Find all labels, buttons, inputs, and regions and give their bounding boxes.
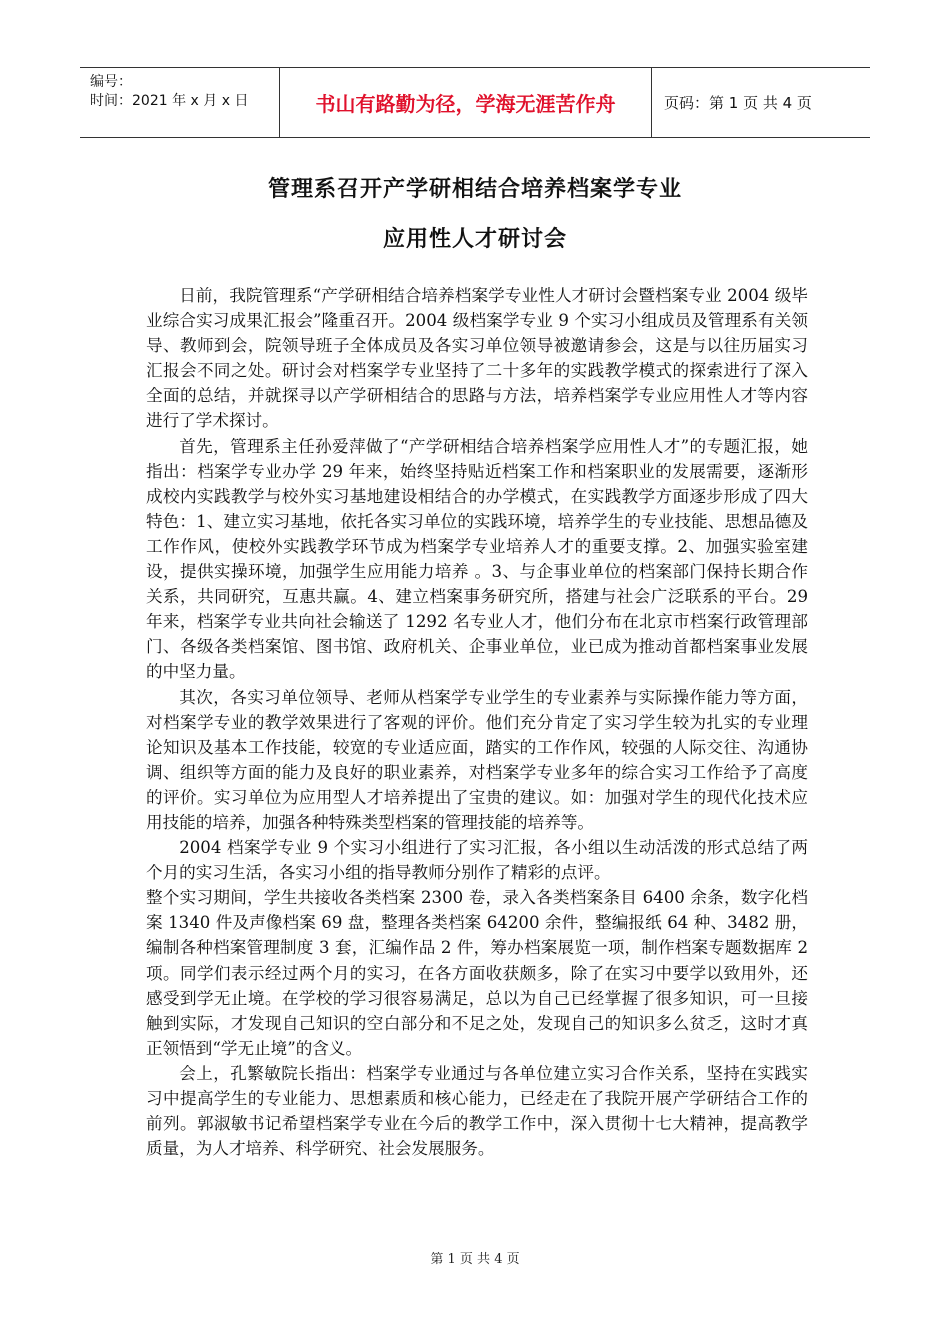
paragraph: 会上，孔繁敏院长指出：档案学专业通过与各单位建立实习合作关系，坚持在实践实习中提高学生的专业能力、思想素质和核心能力，已经走在了我院开展产学研结合工作的前列。郭淑敏书记希望档案学专业在今后的教学工作中，深入贯彻十七大精神，提高教学质量，为人才培养、科学研究、社会发展服务。	[146, 1063, 808, 1159]
paragraph: 其次，各实习单位领导、老师从档案学专业学生的专业素养与实际操作能力等方面，对档案学专业的教学效果进行了客观的评价。他们充分肯定了实习学生较为扎实的专业理论知识及基本工作技能，较宽的专业适应面，踏实的工作作风，较强的人际交往、沟通协调、组织等方面的能力及良好的职业素养，对档案学专业多年的综合实习工作给予了高度的评价。实习单位为应用型人才培养提出了宝贵的建议。如：加强对学生的现代化技术应用技能的培养，加强各种特殊类型档案的管理技能的培养等。	[146, 687, 808, 832]
paragraph: 2004 档案学专业 9 个实习小组进行了实习汇报，各小组以生动活泼的形式总结了两个月的实习生活，各实习小组的指导教师分别作了精彩的点评。	[146, 838, 808, 883]
document-body	[146, 283, 808, 1161]
header-page-info: 页码：第 1 页 共 4 页	[664, 94, 812, 112]
paragraph: 整个实习期间，学生共接收各类档案 2300 卷，录入各类档案条目 6400 余条，数字化档案 1340 件及声像档案 69 盘，整理各类档案 64200 余件，整编报纸 64 种、3482 册，编制各种档案管理制度 3 套，汇编作品 2 件，筹办档案展览一项，制作档案专题数据库 2 项。同学们表示经过两个月的实习，在各方面收获颇多，除了在实习中要学以致用外，还感受到学无止境。在学校的学习很容易满足，总以为自己已经掌握了很多知识，可一旦接触到实际，才发现自己知识的空白部分和不足之处，发现自己的知识多么贫乏，这时才真正领悟到“学无止境”的含义。	[146, 888, 808, 1058]
header-meta	[80, 68, 280, 137]
page-footer: 第 1 页 共 4 页	[430, 1252, 520, 1267]
paragraph: 首先，管理系主任孙爱萍做了“产学研相结合培养档案学应用性人才”的专题汇报，她指出：档案学专业办学 29 年来，始终坚持贴近档案工作和档案职业的发展需要，逐渐形成校内实践教学与校外实习基地建设相结合的办学模式，在实践教学方面逐步形成了四大特色：1、建立实习基地，依托各实习单位的实践环境，培养学生的专业技能、思想品德及工作作风，使校外实践教学环节成为档案学专业培养人才的重要支撑。2、加强实验室建设，提供实操环境，加强学生应用能力培养 。3、与企事业单位的档案部门保持长期合作关系，共同研究，互惠共赢。4、建立档案事务研究所，搭建与社会广泛联系的平台。29 年来，档案学专业共向社会输送了 1292 名专业人才，他们分布在北京市档案行政管理部门、各级各类档案馆、图书馆、政府机关、企事业单位，业已成为推动首都档案事业发展的中坚力量。	[146, 436, 808, 682]
paragraph: 日前，我院管理系“产学研相结合培养档案学专业性人才研讨会暨档案专业 2004 级毕业综合实习成果汇报会”隆重召开。2004 级档案学专业 9 个实习小组成员及管理系有关领导、教师到会，院领导班子全体成员及各实习单位领导被邀请参会，这是与以往历届实习汇报会不同之处。研讨会对档案学专业坚持了二十多年的实践教学模式的探索进行了深入全面的总结，并就探寻以产学研相结合的思路与方法，培养档案学专业应用性人才等内容进行了学术探讨。	[146, 286, 808, 431]
document-title-line-2: 应用性人才研讨会	[382, 227, 567, 252]
document-header	[80, 67, 870, 138]
header-motto: 书山有路勤为径，学海无涯苦作舟	[280, 68, 652, 137]
header-number-label: 编号：	[90, 74, 132, 90]
document-title-line-1: 管理系召开产学研相结合培养档案学专业	[267, 177, 682, 202]
header-time-label: 时间：2021 年 x 月 x 日	[90, 93, 249, 109]
